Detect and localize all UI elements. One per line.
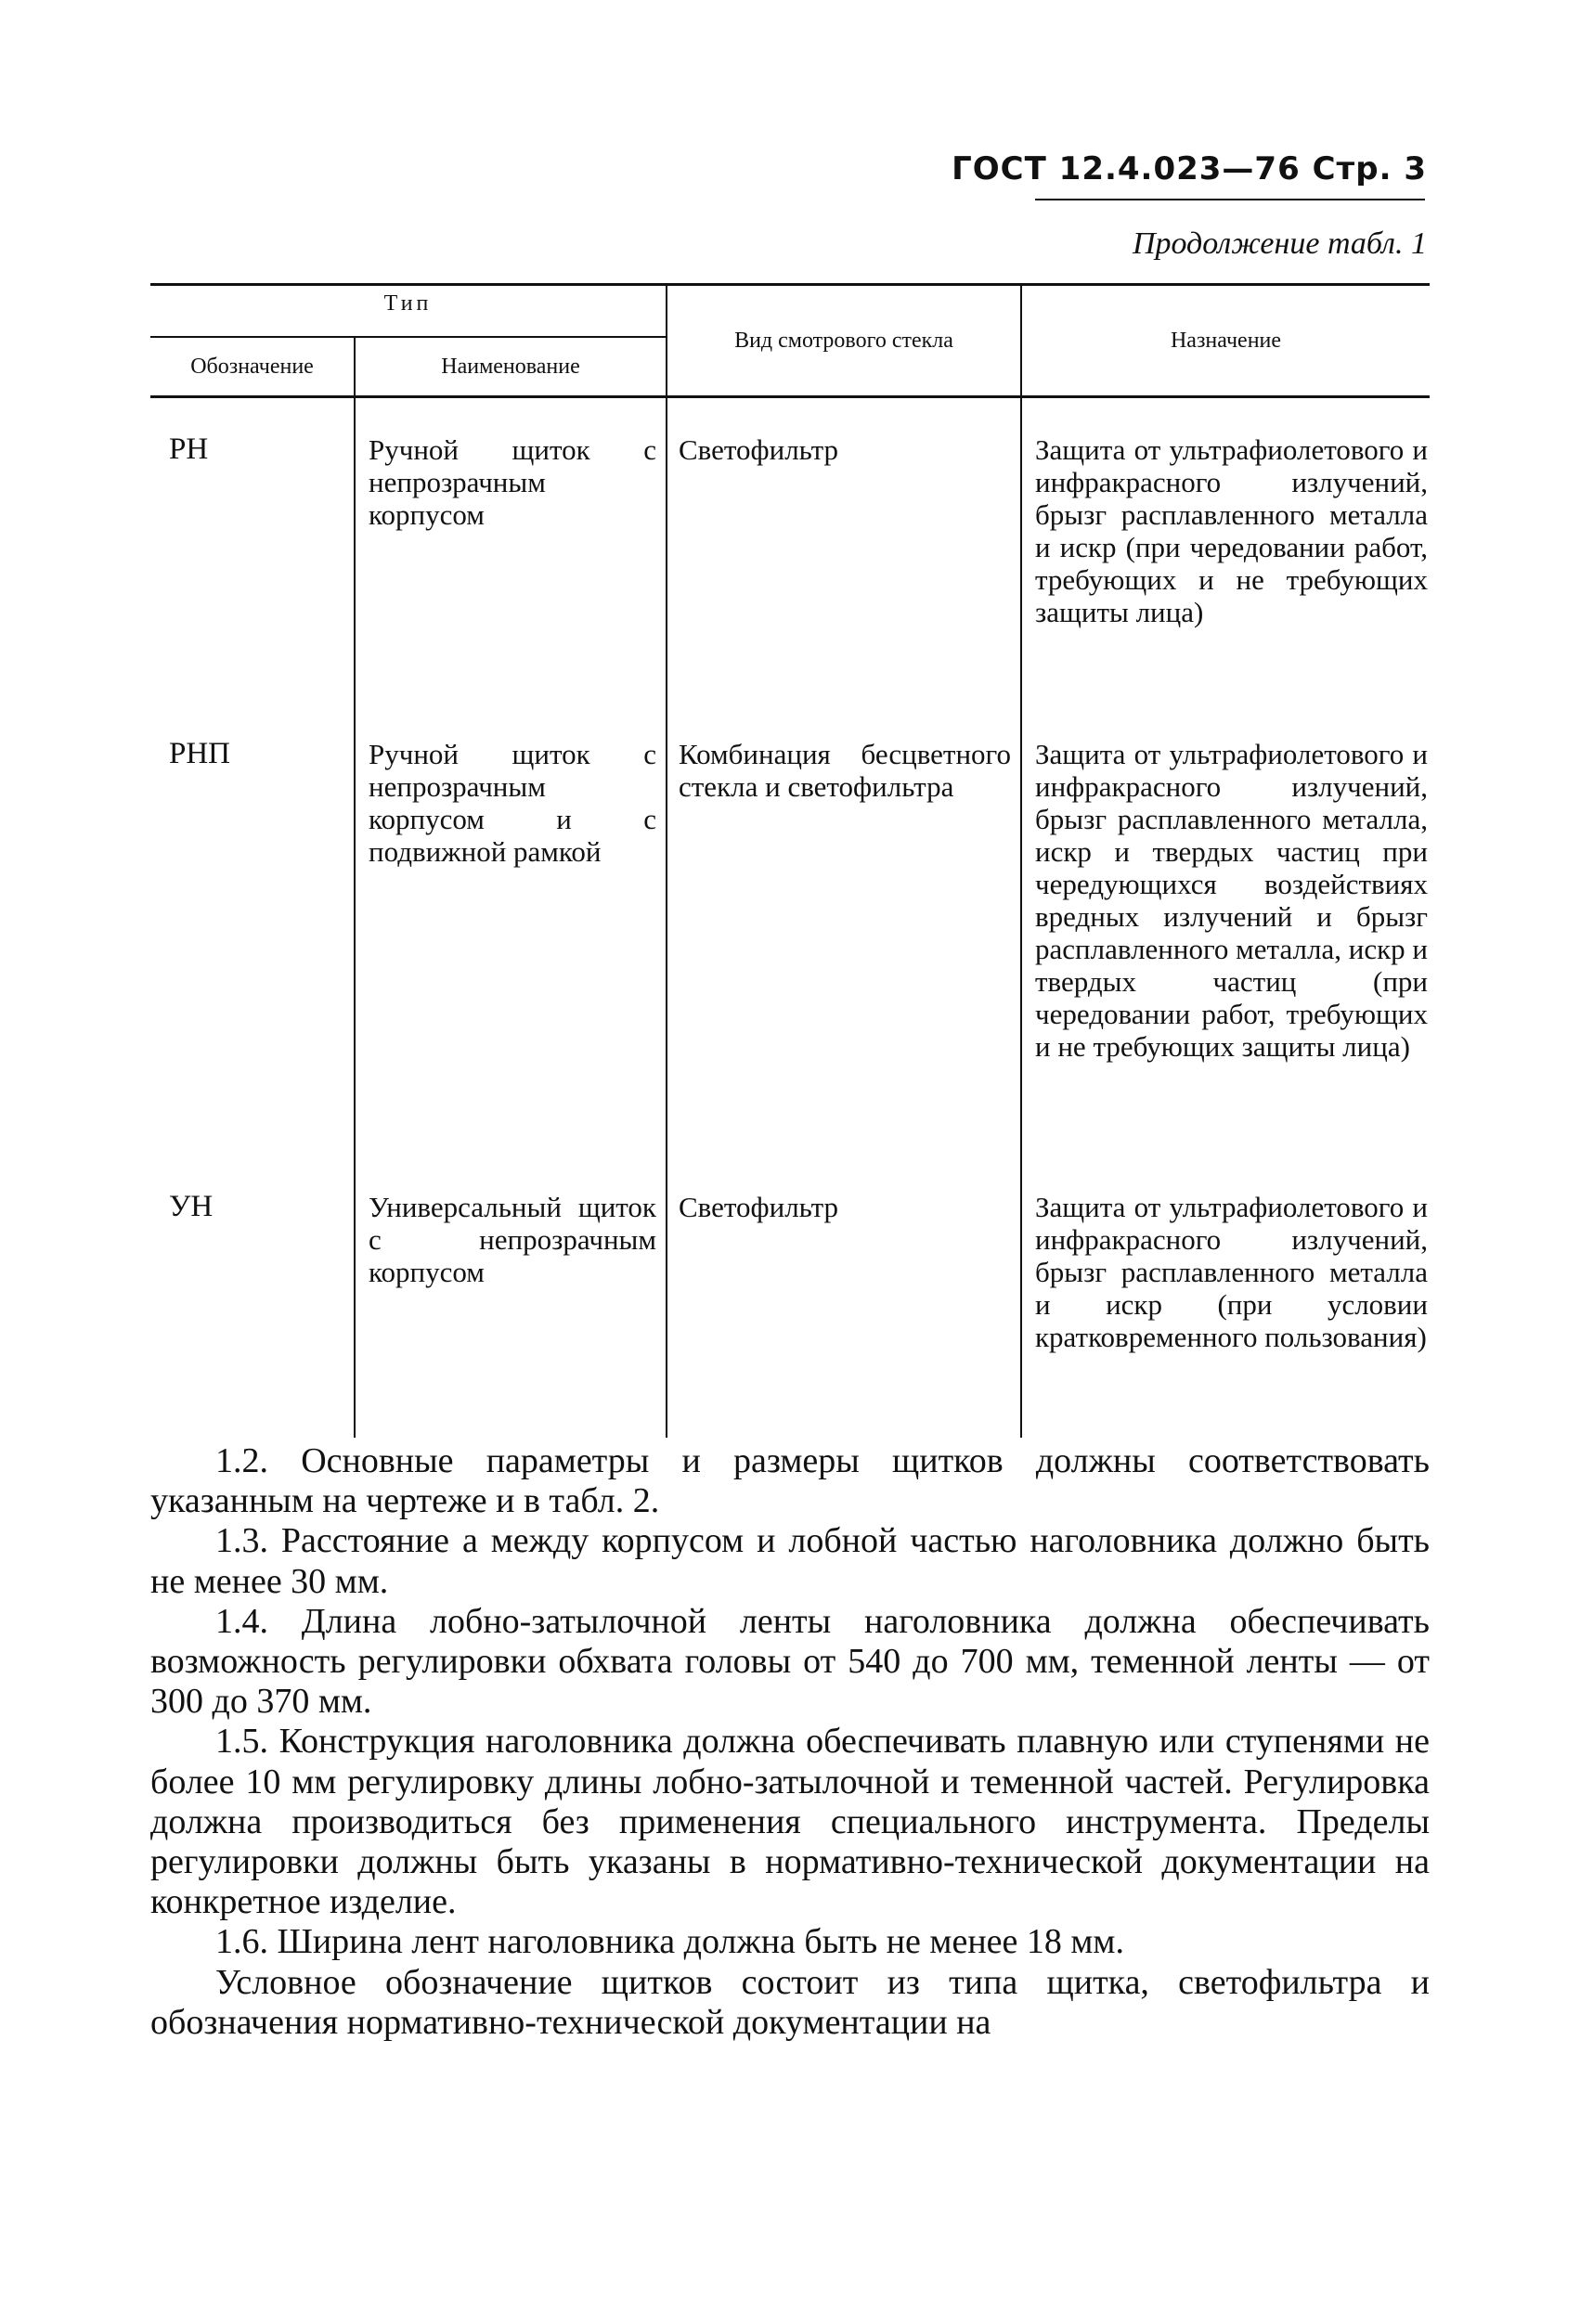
cell-code: УН	[169, 1190, 214, 1223]
cell-code: РН	[169, 433, 209, 466]
table-row	[150, 738, 1430, 1191]
cell-glass: Светофильтр	[667, 1191, 1021, 1438]
paragraph-1-3: 1.3. Расстояние а между корпусом и лобной частью наголовника должно быть не менее 30 мм.	[150, 1521, 1430, 1601]
cell-name: Ручной щиток с непрозрачным корпусом	[355, 397, 667, 739]
header-rule	[1035, 199, 1425, 200]
table-row	[150, 1191, 1430, 1438]
cell-name: Универсальный щиток с непрозрачным корпусом	[355, 1191, 667, 1438]
column-header-glass: Вид смотрового стекла	[667, 285, 1021, 397]
body-text	[150, 1441, 1430, 2043]
column-group-type: Тип	[150, 285, 667, 338]
column-header-purpose: Назначение	[1021, 285, 1430, 397]
cell-code: РНП	[169, 737, 231, 770]
paragraph-1-4: 1.4. Длина лобно-затылочной ленты наголовника должна обеспечивать возможность регулировки обхвата головы от 540 до 700 мм, теменной ленты — от 300 до 370 мм.	[150, 1601, 1430, 1722]
page-header-standard: ГОСТ 12.4.023—76 Стр. 3	[952, 150, 1427, 187]
cell-glass: Комбинация бесцветного стекла и светофильтра	[667, 738, 1021, 1191]
table-continuation-label: Продолжение табл. 1	[1132, 226, 1427, 261]
paragraph-1-2: 1.2. Основные параметры и размеры щитков должны соответствовать указанным на чертеже и в табл. 2.	[150, 1441, 1430, 1521]
column-header-name: Наименование	[355, 337, 667, 397]
shields-type-table	[150, 283, 1430, 1438]
cell-purpose: Защита от ультрафиолетового и инфракрасного излучений, брызг расплавленного металла и искр (при чередовании работ, требующих и не требующих защиты лица)	[1021, 397, 1430, 739]
cell-purpose: Защита от ультрафиолетового и инфракрасного излучений, брызг расплавленного металла, искр и твердых частиц при чередующихся воздействиях вредных излучений и брызг расплавленного металла, искр и твердых частиц (при чередовании работ, требующих и не требующих защиты лица)	[1021, 738, 1430, 1191]
table-row	[150, 397, 1430, 739]
cell-name: Ручной щиток с непрозрачным корпусом и с подвижной рамкой	[355, 738, 667, 1191]
column-header-designation: Обозначение	[150, 337, 355, 397]
cell-purpose: Защита от ультрафиолетового и инфракрасного излучений, брызг расплавленного металла и искр (при условии кратковременного пользования)	[1021, 1191, 1430, 1438]
paragraph-designation: Условное обозначение щитков состоит из типа щитка, светофильтра и обозначения нормативно-технической документации на	[150, 1962, 1430, 2042]
cell-glass: Светофильтр	[667, 397, 1021, 739]
paragraph-1-6: 1.6. Ширина лент наголовника должна быть не менее 18 мм.	[215, 1922, 1124, 1962]
paragraph-1-5: 1.5. Конструкция наголовника должна обеспечивать плавную или ступенями не более 10 мм регулировку длины лобно-затылочной и теменной частей. Регулировка должна производиться без применения специального инструмента. Пределы регулировки должны быть указаны в нормативно-технической документации на конкретное изделие.	[150, 1722, 1430, 1922]
